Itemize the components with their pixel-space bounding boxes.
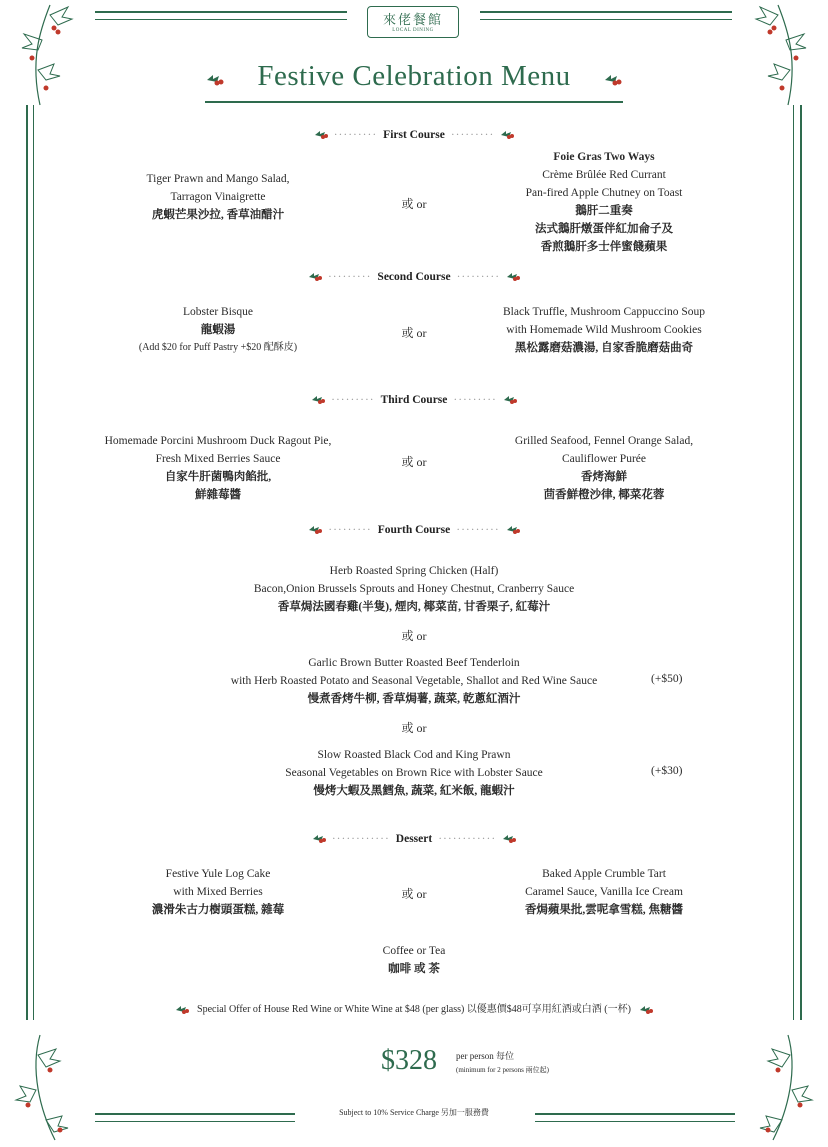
dish-line-zh: 濃滑朱古力樹頭蛋糕, 雜莓 (151, 904, 285, 916)
dish-line: Grilled Seafood, Fennel Orange Salad, (514, 435, 694, 447)
dish-line: Pan-fired Apple Chutney on Toast (525, 187, 683, 199)
bottom-rule-right-2 (535, 1121, 735, 1122)
drink-option (314, 942, 514, 978)
holly-corner-top-right-icon (738, 0, 818, 110)
holly-corner-bottom-right-icon (738, 1030, 818, 1145)
left-border (26, 105, 28, 1020)
second-right-dish (484, 303, 724, 357)
or-separator: 或 or (401, 455, 427, 469)
course-heading-label: Second Course (377, 271, 451, 283)
dish-line: Garlic Brown Butter Roasted Beef Tenderloin (308, 657, 520, 669)
holly-small-icon (175, 1004, 189, 1016)
dish-line-zh: 虎蝦芒果沙拉, 香草油醋汁 (151, 209, 285, 221)
top-rule-right-2 (480, 19, 732, 20)
wine-offer-text: Special Offer of House Red Wine or White Wine at $48 (per glass) 以優惠價$48可享用紅酒或白酒 (一杯) (197, 1004, 631, 1015)
or-separator: 或 or (401, 197, 427, 211)
top-rule-right (480, 11, 732, 13)
holly-small-icon (502, 833, 516, 845)
first-left-dish (100, 170, 336, 224)
dish-line: Coffee or Tea (382, 945, 446, 957)
dish-line: with Herb Roasted Potato and Seasonal Vegetable, Shallot and Red Wine Sauce (230, 675, 598, 687)
course-heading-third: ········· Third Course ········· (0, 394, 828, 406)
holly-small-icon (308, 271, 322, 283)
dish-line: with Mixed Berries (173, 886, 263, 898)
dish-line: Slow Roasted Black Cod and King Prawn (317, 749, 511, 761)
dish-line: Caramel Sauce, Vanilla Ice Cream (525, 886, 683, 898)
logo-chinese: 來佬餐館 (382, 12, 443, 27)
dish-line: Herb Roasted Spring Chicken (Half) (329, 565, 499, 577)
dish-line: Foie Gras Two Ways (553, 151, 655, 163)
dish-line: Fresh Mixed Berries Sauce (155, 453, 281, 465)
fourth-option-chicken (100, 562, 728, 616)
logo-english: LOCAL DINING (392, 28, 434, 33)
dish-line: with Homemade Wild Mushroom Cookies (506, 324, 702, 336)
holly-small-icon (308, 524, 322, 536)
dish-line: Bacon,Onion Brussels Sprouts and Honey Chestnut, Cranberry Sauce (253, 583, 575, 595)
page-title: Festive Celebration Menu (257, 60, 571, 92)
third-left-dish (90, 432, 346, 504)
fourth-option-cod (100, 746, 728, 800)
per-person-label: per person 每位 (456, 1051, 514, 1061)
second-left-dish (100, 303, 336, 357)
restaurant-logo (367, 6, 459, 38)
bottom-rule-left-2 (95, 1121, 295, 1122)
course-heading-label: Third Course (380, 394, 448, 406)
service-charge-note: Subject to 10% Service Charge 另加一服務費 (339, 1108, 489, 1117)
or-separator: 或 or (401, 887, 427, 901)
right-border (800, 105, 802, 1020)
holly-small-icon (314, 129, 328, 141)
dish-line: Seasonal Vegetables on Brown Rice with Lobster Sauce (285, 767, 543, 779)
dish-line-zh: 鮮雜莓醬 (195, 489, 241, 501)
dessert-left-dish (100, 865, 336, 919)
dish-line: Tarragon Vinaigrette (170, 191, 266, 203)
dish-line-zh: 香煎鵝肝多士伴蜜餞蘋果 (540, 241, 668, 253)
dish-line-zh: 自家牛肝菌鴨肉餡批, (164, 471, 272, 483)
course-heading-dessert: ············ Dessert ············ (0, 833, 828, 845)
holly-small-icon (500, 129, 514, 141)
dish-line-zh: 香焗蘋果批,雲呢拿雪糕, 焦糖醬 (524, 904, 684, 916)
dish-line: Festive Yule Log Cake (165, 868, 271, 880)
dish-line: Homemade Porcini Mushroom Duck Ragout Pie, (104, 435, 332, 447)
dish-line-zh: 鵝肝二重奏 (575, 205, 633, 217)
or-separator: 或 or (401, 721, 427, 735)
dish-line: Cauliflower Purée (562, 453, 646, 465)
top-rule-left (95, 11, 347, 13)
title-holly-right-icon (603, 72, 623, 88)
title-underline (205, 101, 623, 103)
holly-corner-top-left-icon (10, 0, 90, 110)
dish-line: Lobster Bisque (183, 306, 253, 318)
dish-note: (Add $20 for Puff Pastry +$20 配酥皮) (138, 342, 298, 353)
left-border-2 (33, 105, 34, 1020)
course-heading-first: ········· First Course ········· (0, 129, 828, 141)
course-heading-label: First Course (383, 129, 445, 141)
dish-line-zh: 茴香鮮橙沙律, 椰菜花蓉 (543, 489, 665, 501)
dish-line: Black Truffle, Mushroom Cappuccino Soup (503, 306, 705, 318)
dish-line-zh: 慢烤大蝦及黑鱈魚, 蔬菜, 紅米飯, 龍蝦汁 (313, 785, 515, 797)
dish-line-zh: 黑松露磨菇濃湯, 自家香脆磨菇曲奇 (514, 342, 694, 354)
dish-line-zh: 香草焗法國春雞(半隻), 煙肉, 椰菜苗, 甘香栗子, 紅莓汁 (277, 601, 551, 613)
wine-offer (0, 1000, 828, 1016)
or-separator: 或 or (401, 629, 427, 643)
top-rule-left-2 (95, 19, 347, 20)
course-heading-fourth: ········· Fourth Course ········· (0, 524, 828, 536)
dish-line-zh: 香烤海鮮 (581, 471, 627, 483)
menu-price: $328 (381, 1045, 437, 1076)
holly-corner-bottom-left-icon (10, 1030, 90, 1145)
holly-small-icon (506, 271, 520, 283)
course-heading-label: Fourth Course (377, 524, 451, 536)
fourth-option-beef (100, 654, 728, 708)
holly-small-icon (312, 833, 326, 845)
surcharge-beef: (+$50) (651, 673, 683, 685)
third-right-dish (484, 432, 724, 504)
dish-line: Baked Apple Crumble Tart (542, 868, 666, 880)
holly-small-icon (639, 1004, 653, 1016)
course-heading-label: Dessert (395, 833, 433, 845)
dish-line-zh: 法式鵝肝燉蛋伴紅加侖子及 (535, 223, 673, 235)
right-border-2 (793, 105, 794, 1020)
minimum-persons-label: (minimum for 2 persons 兩位起) (456, 1066, 549, 1074)
price-note (456, 1049, 549, 1077)
dish-line: Crème Brûlée Red Currant (542, 169, 666, 181)
dessert-right-dish (484, 865, 724, 919)
course-heading-second: ········· Second Course ········· (0, 271, 828, 283)
dish-line-zh: 咖啡 或 茶 (388, 963, 440, 975)
dish-line-zh: 龍蝦湯 (200, 324, 236, 336)
first-right-dish (484, 148, 724, 256)
holly-small-icon (311, 394, 325, 406)
holly-small-icon (503, 394, 517, 406)
or-separator: 或 or (401, 326, 427, 340)
dish-line-zh: 慢煮香烤牛柳, 香草焗薯, 蔬菜, 乾蔥紅酒汁 (307, 693, 521, 705)
dish-line: Tiger Prawn and Mango Salad, (146, 173, 290, 185)
holly-small-icon (506, 524, 520, 536)
surcharge-cod: (+$30) (651, 765, 683, 777)
